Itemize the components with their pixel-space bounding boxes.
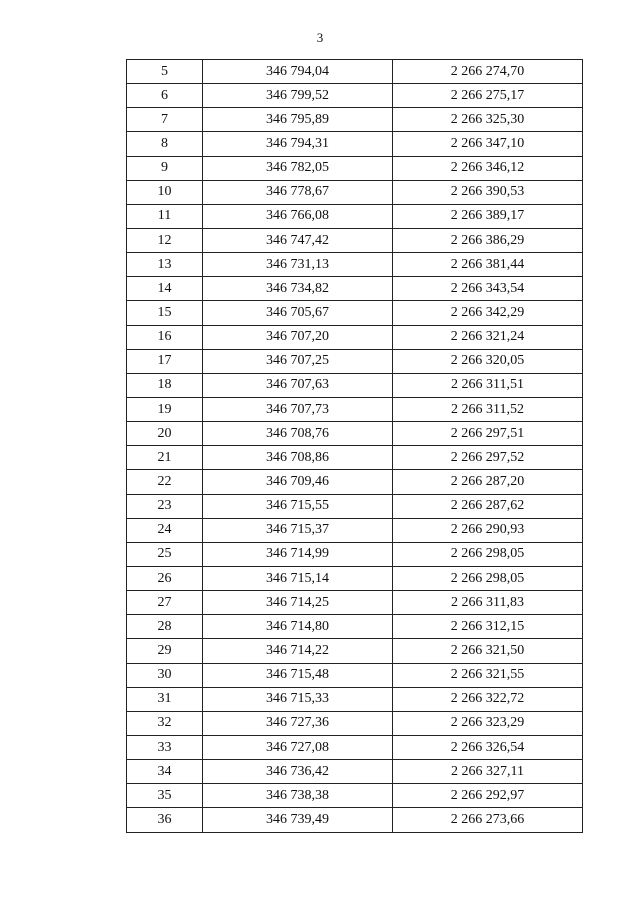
x-coordinate-cell: 346 705,67 bbox=[203, 301, 393, 325]
point-number-cell: 25 bbox=[127, 542, 203, 566]
y-coordinate-cell: 2 266 322,72 bbox=[393, 687, 583, 711]
x-coordinate-cell: 346 715,33 bbox=[203, 687, 393, 711]
point-number-cell: 24 bbox=[127, 518, 203, 542]
x-coordinate-cell: 346 707,63 bbox=[203, 373, 393, 397]
point-number-cell: 9 bbox=[127, 156, 203, 180]
x-coordinate-cell: 346 714,80 bbox=[203, 615, 393, 639]
point-number-cell: 22 bbox=[127, 470, 203, 494]
point-number-cell: 33 bbox=[127, 735, 203, 759]
table-row bbox=[127, 253, 583, 277]
table-row bbox=[127, 397, 583, 421]
table-row bbox=[127, 373, 583, 397]
table-row bbox=[127, 349, 583, 373]
table-row bbox=[127, 422, 583, 446]
table-row bbox=[127, 204, 583, 228]
table-row bbox=[127, 156, 583, 180]
x-coordinate-cell: 346 715,55 bbox=[203, 494, 393, 518]
y-coordinate-cell: 2 266 327,11 bbox=[393, 760, 583, 784]
y-coordinate-cell: 2 266 311,52 bbox=[393, 397, 583, 421]
table-row bbox=[127, 277, 583, 301]
y-coordinate-cell: 2 266 326,54 bbox=[393, 735, 583, 759]
y-coordinate-cell: 2 266 297,51 bbox=[393, 422, 583, 446]
table-row bbox=[127, 663, 583, 687]
point-number-cell: 23 bbox=[127, 494, 203, 518]
point-number-cell: 27 bbox=[127, 591, 203, 615]
point-number-cell: 5 bbox=[127, 60, 203, 84]
table-row bbox=[127, 494, 583, 518]
table-row bbox=[127, 711, 583, 735]
y-coordinate-cell: 2 266 287,62 bbox=[393, 494, 583, 518]
y-coordinate-cell: 2 266 347,10 bbox=[393, 132, 583, 156]
y-coordinate-cell: 2 266 298,05 bbox=[393, 542, 583, 566]
table-row bbox=[127, 108, 583, 132]
table-row bbox=[127, 228, 583, 252]
point-number-cell: 31 bbox=[127, 687, 203, 711]
table-row bbox=[127, 446, 583, 470]
table-row bbox=[127, 60, 583, 84]
x-coordinate-cell: 346 782,05 bbox=[203, 156, 393, 180]
y-coordinate-cell: 2 266 287,20 bbox=[393, 470, 583, 494]
x-coordinate-cell: 346 736,42 bbox=[203, 760, 393, 784]
x-coordinate-cell: 346 708,76 bbox=[203, 422, 393, 446]
y-coordinate-cell: 2 266 389,17 bbox=[393, 204, 583, 228]
table-row bbox=[127, 615, 583, 639]
point-number-cell: 19 bbox=[127, 397, 203, 421]
point-number-cell: 29 bbox=[127, 639, 203, 663]
table-row bbox=[127, 84, 583, 108]
point-number-cell: 21 bbox=[127, 446, 203, 470]
table-row bbox=[127, 542, 583, 566]
table-row bbox=[127, 325, 583, 349]
point-number-cell: 30 bbox=[127, 663, 203, 687]
x-coordinate-cell: 346 709,46 bbox=[203, 470, 393, 494]
point-number-cell: 16 bbox=[127, 325, 203, 349]
table-row bbox=[127, 132, 583, 156]
x-coordinate-cell: 346 714,99 bbox=[203, 542, 393, 566]
y-coordinate-cell: 2 266 275,17 bbox=[393, 84, 583, 108]
coordinates-table bbox=[126, 59, 583, 833]
x-coordinate-cell: 346 794,04 bbox=[203, 60, 393, 84]
point-number-cell: 20 bbox=[127, 422, 203, 446]
y-coordinate-cell: 2 266 297,52 bbox=[393, 446, 583, 470]
table-row bbox=[127, 180, 583, 204]
table-row bbox=[127, 566, 583, 590]
y-coordinate-cell: 2 266 321,24 bbox=[393, 325, 583, 349]
y-coordinate-cell: 2 266 346,12 bbox=[393, 156, 583, 180]
y-coordinate-cell: 2 266 390,53 bbox=[393, 180, 583, 204]
table-row bbox=[127, 808, 583, 832]
y-coordinate-cell: 2 266 343,54 bbox=[393, 277, 583, 301]
y-coordinate-cell: 2 266 381,44 bbox=[393, 253, 583, 277]
point-number-cell: 12 bbox=[127, 228, 203, 252]
y-coordinate-cell: 2 266 321,55 bbox=[393, 663, 583, 687]
table-row bbox=[127, 301, 583, 325]
x-coordinate-cell: 346 794,31 bbox=[203, 132, 393, 156]
y-coordinate-cell: 2 266 311,51 bbox=[393, 373, 583, 397]
point-number-cell: 34 bbox=[127, 760, 203, 784]
point-number-cell: 6 bbox=[127, 84, 203, 108]
point-number-cell: 36 bbox=[127, 808, 203, 832]
x-coordinate-cell: 346 707,25 bbox=[203, 349, 393, 373]
x-coordinate-cell: 346 795,89 bbox=[203, 108, 393, 132]
table-row bbox=[127, 591, 583, 615]
x-coordinate-cell: 346 708,86 bbox=[203, 446, 393, 470]
y-coordinate-cell: 2 266 325,30 bbox=[393, 108, 583, 132]
y-coordinate-cell: 2 266 320,05 bbox=[393, 349, 583, 373]
y-coordinate-cell: 2 266 312,15 bbox=[393, 615, 583, 639]
point-number-cell: 26 bbox=[127, 566, 203, 590]
y-coordinate-cell: 2 266 323,29 bbox=[393, 711, 583, 735]
table-row bbox=[127, 639, 583, 663]
point-number-cell: 28 bbox=[127, 615, 203, 639]
y-coordinate-cell: 2 266 342,29 bbox=[393, 301, 583, 325]
table-row bbox=[127, 784, 583, 808]
point-number-cell: 11 bbox=[127, 204, 203, 228]
y-coordinate-cell: 2 266 274,70 bbox=[393, 60, 583, 84]
x-coordinate-cell: 346 747,42 bbox=[203, 228, 393, 252]
y-coordinate-cell: 2 266 290,93 bbox=[393, 518, 583, 542]
y-coordinate-cell: 2 266 386,29 bbox=[393, 228, 583, 252]
y-coordinate-cell: 2 266 273,66 bbox=[393, 808, 583, 832]
x-coordinate-cell: 346 766,08 bbox=[203, 204, 393, 228]
table-row bbox=[127, 518, 583, 542]
x-coordinate-cell: 346 714,25 bbox=[203, 591, 393, 615]
x-coordinate-cell: 346 799,52 bbox=[203, 84, 393, 108]
y-coordinate-cell: 2 266 298,05 bbox=[393, 566, 583, 590]
point-number-cell: 8 bbox=[127, 132, 203, 156]
x-coordinate-cell: 346 727,36 bbox=[203, 711, 393, 735]
x-coordinate-cell: 346 734,82 bbox=[203, 277, 393, 301]
x-coordinate-cell: 346 731,13 bbox=[203, 253, 393, 277]
point-number-cell: 10 bbox=[127, 180, 203, 204]
x-coordinate-cell: 346 738,38 bbox=[203, 784, 393, 808]
x-coordinate-cell: 346 715,14 bbox=[203, 566, 393, 590]
x-coordinate-cell: 346 714,22 bbox=[203, 639, 393, 663]
point-number-cell: 14 bbox=[127, 277, 203, 301]
y-coordinate-cell: 2 266 321,50 bbox=[393, 639, 583, 663]
point-number-cell: 35 bbox=[127, 784, 203, 808]
coordinates-table-body bbox=[127, 60, 583, 833]
point-number-cell: 32 bbox=[127, 711, 203, 735]
table-row bbox=[127, 760, 583, 784]
x-coordinate-cell: 346 707,73 bbox=[203, 397, 393, 421]
point-number-cell: 7 bbox=[127, 108, 203, 132]
page-number: 3 bbox=[316, 30, 324, 45]
x-coordinate-cell: 346 778,67 bbox=[203, 180, 393, 204]
y-coordinate-cell: 2 266 292,97 bbox=[393, 784, 583, 808]
y-coordinate-cell: 2 266 311,83 bbox=[393, 591, 583, 615]
table-row bbox=[127, 735, 583, 759]
x-coordinate-cell: 346 707,20 bbox=[203, 325, 393, 349]
x-coordinate-cell: 346 739,49 bbox=[203, 808, 393, 832]
point-number-cell: 18 bbox=[127, 373, 203, 397]
point-number-cell: 15 bbox=[127, 301, 203, 325]
point-number-cell: 13 bbox=[127, 253, 203, 277]
table-row bbox=[127, 470, 583, 494]
table-row bbox=[127, 687, 583, 711]
point-number-cell: 17 bbox=[127, 349, 203, 373]
x-coordinate-cell: 346 715,48 bbox=[203, 663, 393, 687]
x-coordinate-cell: 346 727,08 bbox=[203, 735, 393, 759]
x-coordinate-cell: 346 715,37 bbox=[203, 518, 393, 542]
